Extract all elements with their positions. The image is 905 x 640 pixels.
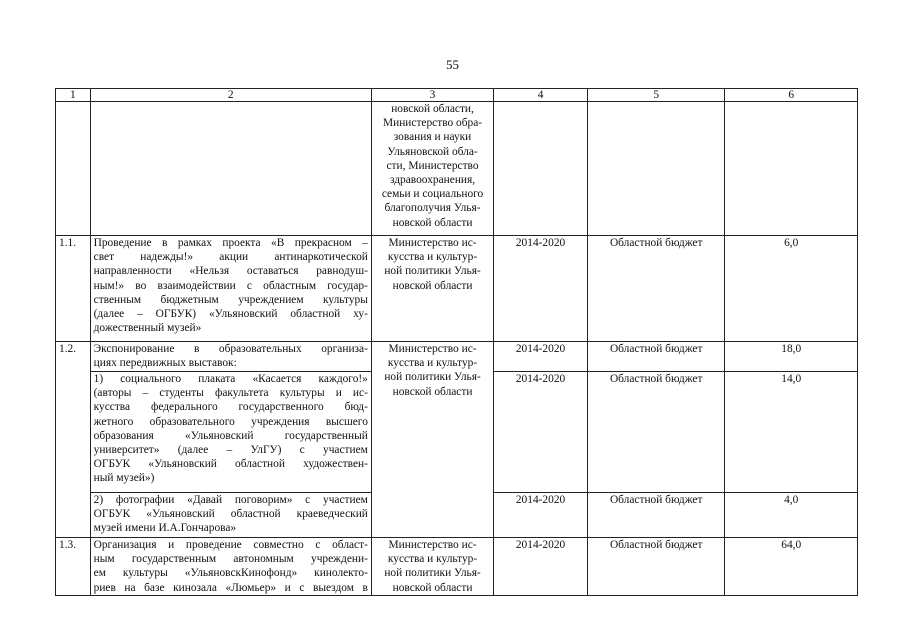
header-cell: 2 xyxy=(90,89,371,102)
header-cell: 4 xyxy=(494,89,588,102)
source-cell: Областной бюджет xyxy=(587,372,725,493)
row-number-cell: 1.1. xyxy=(56,236,91,342)
header-cell: 6 xyxy=(725,89,858,102)
header-row xyxy=(56,89,858,102)
amount-cell: 14,0 xyxy=(725,372,858,493)
program-table xyxy=(55,88,858,596)
amount-cell: 64,0 xyxy=(725,538,858,596)
source-cell: Областной бюджет xyxy=(587,538,725,596)
amount-cell: 18,0 xyxy=(725,342,858,372)
period-cell: 2014-2020 xyxy=(494,372,588,493)
period-cell: 2014-2020 xyxy=(494,493,588,538)
amount-cell xyxy=(725,102,858,236)
organization-cell: Министерство ис- кусства и культур- ной политики Улья- новской области xyxy=(371,236,493,342)
header-cell: 1 xyxy=(56,89,91,102)
source-cell xyxy=(587,102,725,236)
amount-cell: 6,0 xyxy=(725,236,858,342)
organization-cell: Министерство ис- кусства и культур- ной политики Улья- новской области xyxy=(371,342,493,538)
description-cell: 1) социального плаката «Касается каждого!» (авторы – студенты факультета культуры и ис- кусства федерального государственного бюд- жетного образовательного учреждения высшего образования «Ульяновский государственный университет» (далее – УлГУ) с участием ОГБУК «Ульяновский областной художествен- ный музей») xyxy=(90,372,371,493)
amount-cell: 4,0 xyxy=(725,493,858,538)
description-cell: 2) фотографии «Давай поговорим» с участием ОГБУК «Ульяновский областной краеведческий музей имени И.А.Гончарова» xyxy=(90,493,371,538)
row-number-cell: 1.2. xyxy=(56,342,91,538)
row-number-cell xyxy=(56,102,91,236)
table-row xyxy=(56,538,858,596)
header-cell: 3 xyxy=(371,89,493,102)
period-cell xyxy=(494,102,588,236)
source-cell: Областной бюджет xyxy=(587,342,725,372)
description-cell xyxy=(90,102,371,236)
period-cell: 2014-2020 xyxy=(494,342,588,372)
header-cell: 5 xyxy=(587,89,725,102)
organization-cell: новской области, Министерство обра- зования и науки Ульяновской обла- сти, Министерство здравоохранения, семьи и социального благополучия Улья- новской области xyxy=(371,102,493,236)
source-cell: Областной бюджет xyxy=(587,236,725,342)
table-row xyxy=(56,236,858,342)
description-cell: Проведение в рамках проекта «В прекрасном – свет надежды!» акции антинаркотической направленности «Нельзя оставаться равнодуш- ным!» во взаимодействии с областным государ- ственным бюджетным учреждением культуры (далее – ОГБУК) «Ульяновский областной ху- дожественный музей» xyxy=(90,236,371,342)
table-row xyxy=(56,102,858,236)
description-cell: Организация и проведение совместно с облаcт- ным государственным автономным учреждени- ем культуры «УльяновскКинофонд» кинолекто- риев на базе кинозала «Люмьер» и с выездом в xyxy=(90,538,371,596)
period-cell: 2014-2020 xyxy=(494,538,588,596)
page-number: 55 xyxy=(446,57,459,72)
organization-cell: Министерство ис- кусства и культур- ной политики Улья- новской области xyxy=(371,538,493,596)
source-cell: Областной бюджет xyxy=(587,493,725,538)
period-cell: 2014-2020 xyxy=(494,236,588,342)
row-number-cell: 1.3. xyxy=(56,538,91,596)
description-cell: Экспонирование в образовательных организа- циях передвижных выставок: xyxy=(90,342,371,372)
table-row xyxy=(56,342,858,372)
